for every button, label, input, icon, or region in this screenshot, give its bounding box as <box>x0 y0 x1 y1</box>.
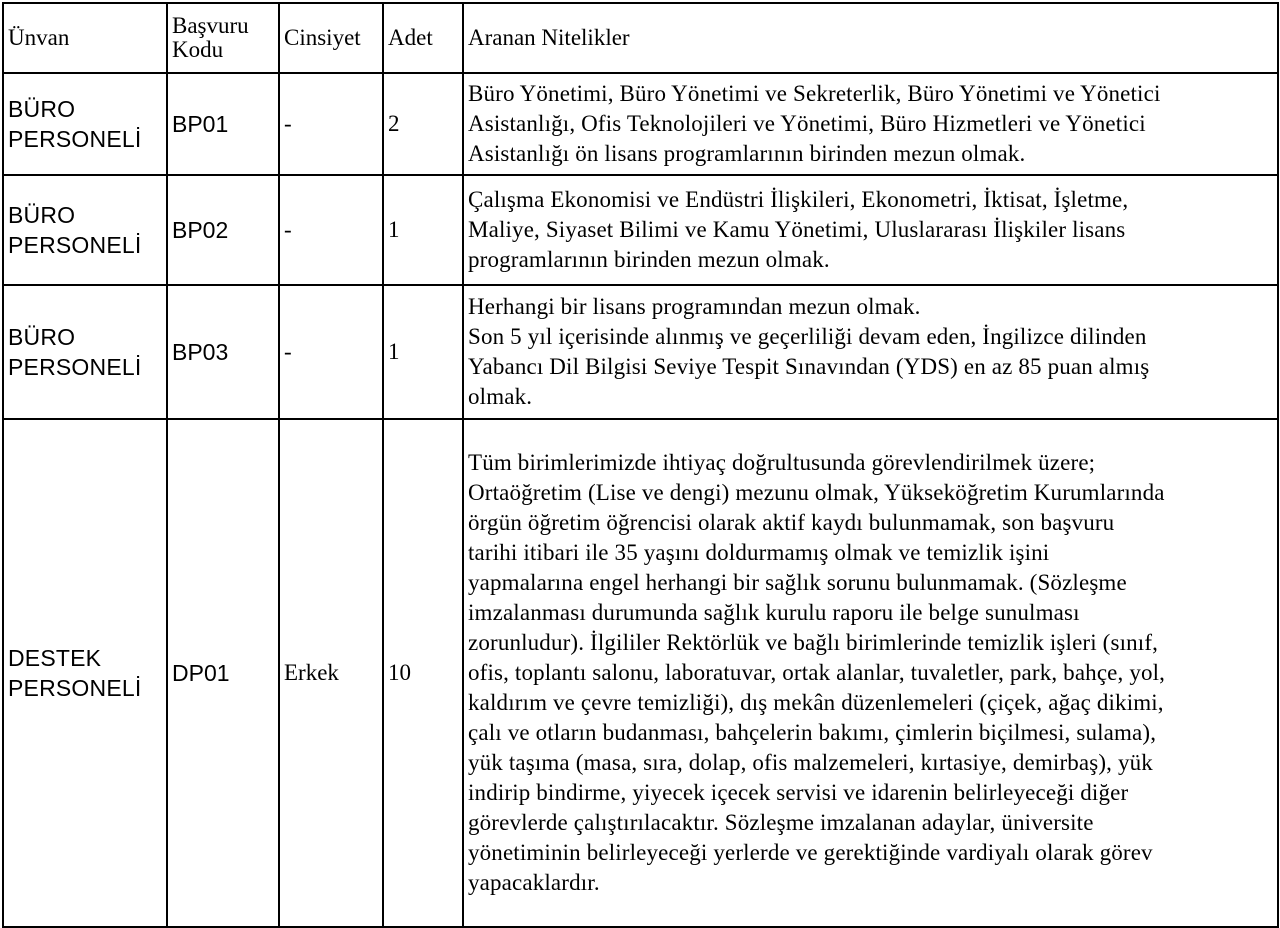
nitelikler-cell <box>463 285 1278 419</box>
nitelik-line: Maliye, Siyaset Bilimi ve Kamu Yönetimi, Uluslararası İlişkiler lisans <box>468 217 1126 242</box>
nitelik-line: yapmalarına engel herhangi bir sağlık sorunu bulunmamak. (Sözleşme <box>468 570 1127 595</box>
nitelik-line: Asistanlığı, Ofis Teknolojileri ve Yönetimi, Büro Hizmetleri ve Yönetici <box>468 111 1146 136</box>
header-adet: Adet <box>383 3 463 73</box>
basvuru-kodu-cell: BP01 <box>167 73 279 175</box>
adet-cell: 1 <box>383 175 463 285</box>
nitelik-line: çalı ve otların budanması, bahçelerin bakımı, çimlerin biçilmesi, sulama), <box>468 720 1157 745</box>
adet-cell: 2 <box>383 73 463 175</box>
nitelik-line: görevlerde çalıştırılacaktır. Sözleşme imzalanan adaylar, üniversite <box>468 810 1094 835</box>
table-row <box>3 175 1278 285</box>
nitelik-line: imzalanması durumunda sağlık kurulu raporu ile belge sunulması <box>468 600 1080 625</box>
adet-cell: 1 <box>383 285 463 419</box>
basvuru-kodu-cell: BP02 <box>167 175 279 285</box>
header-kod-line-2: Kodu <box>172 37 224 62</box>
cinsiyet-cell: Erkek <box>279 419 383 927</box>
nitelik-line: Yabancı Dil Bilgisi Seviye Tespit Sınavından (YDS) en az 85 puan almış <box>468 354 1150 379</box>
nitelikler-cell <box>463 419 1278 927</box>
table-row <box>3 419 1278 927</box>
nitelik-line: Son 5 yıl içerisinde alınmış ve geçerliliği devam eden, İngilizce dilinden <box>468 324 1147 349</box>
nitelikler-cell <box>463 175 1278 285</box>
nitelik-line: kaldırım ve çevre temizliği), dış mekân düzenlemeleri (çiçek, ağaç dikimi, <box>468 690 1164 715</box>
cinsiyet-cell: - <box>279 175 383 285</box>
unvan-line-1: BÜRO <box>8 202 76 228</box>
job-positions-table <box>2 2 1279 928</box>
nitelik-line: yük taşıma (masa, sıra, dolap, ofis malzemeleri, kırtasiye, demirbaş), yük <box>468 750 1153 775</box>
table-header-row <box>3 3 1278 73</box>
nitelik-line: Büro Yönetimi, Büro Yönetimi ve Sekreterlik, Büro Yönetimi ve Yönetici <box>468 81 1161 106</box>
header-basvuru-kodu <box>167 3 279 73</box>
header-cinsiyet: Cinsiyet <box>279 3 383 73</box>
nitelik-line: Çalışma Ekonomisi ve Endüstri İlişkileri, Ekonometri, İktisat, İşletme, <box>468 187 1129 212</box>
nitelik-line: yönetiminin belirleyeceği yerlerde ve gerektiğinde vardiyalı olarak görev <box>468 840 1153 865</box>
header-unvan: Ünvan <box>3 3 167 73</box>
nitelik-line: ofis, toplantı salonu, laboratuvar, ortak alanlar, tuvaletler, park, bahçe, yol, <box>468 660 1166 685</box>
unvan-line-2: PERSONELİ <box>8 232 142 258</box>
table-row <box>3 285 1278 419</box>
cinsiyet-cell: - <box>279 285 383 419</box>
nitelik-line: programlarının birinden mezun olmak. <box>468 247 830 272</box>
header-aranan-nitelikler: Aranan Nitelikler <box>463 3 1278 73</box>
nitelik-line: olmak. <box>468 384 533 409</box>
nitelik-line: yapacaklardır. <box>468 870 600 895</box>
nitelik-line: örgün öğretim öğrencisi olarak aktif kaydı bulunmamak, son başvuru <box>468 510 1115 535</box>
nitelik-line: zorunludur). İlgililer Rektörlük ve bağlı birimlerinde temizlik işleri (sınıf, <box>468 630 1159 655</box>
unvan-line-2: PERSONELİ <box>8 126 142 152</box>
nitelikler-cell <box>463 73 1278 175</box>
table-row <box>3 73 1278 175</box>
nitelik-line: Herhangi bir lisans programından mezun olmak. <box>468 294 921 319</box>
nitelik-line: Asistanlığı ön lisans programlarının birinden mezun olmak. <box>468 141 1026 166</box>
nitelik-line: Ortaöğretim (Lise ve dengi) mezunu olmak, Yükseköğretim Kurumlarında <box>468 480 1165 505</box>
job-positions-table-wrapper <box>2 2 1277 913</box>
adet-cell: 10 <box>383 419 463 927</box>
basvuru-kodu-cell: BP03 <box>167 285 279 419</box>
cinsiyet-cell: - <box>279 73 383 175</box>
nitelik-line: indirip bindirme, yiyecek içecek servisi ve idarenin belirleyeceği diğer <box>468 780 1129 805</box>
header-kod-line-1: Başvuru <box>172 13 249 38</box>
unvan-line-1: DESTEK <box>8 645 102 671</box>
unvan-cell <box>3 419 167 927</box>
unvan-cell <box>3 285 167 419</box>
nitelik-line: tarihi itibari ile 35 yaşını doldurmamış olmak ve temizlik işini <box>468 540 1050 565</box>
unvan-line-2: PERSONELİ <box>8 354 142 380</box>
unvan-line-1: BÜRO <box>8 96 76 122</box>
basvuru-kodu-cell: DP01 <box>167 419 279 927</box>
unvan-line-2: PERSONELİ <box>8 675 142 701</box>
unvan-cell <box>3 175 167 285</box>
unvan-line-1: BÜRO <box>8 324 76 350</box>
unvan-cell <box>3 73 167 175</box>
nitelik-line: Tüm birimlerimizde ihtiyaç doğrultusunda görevlendirilmek üzere; <box>468 450 1096 475</box>
